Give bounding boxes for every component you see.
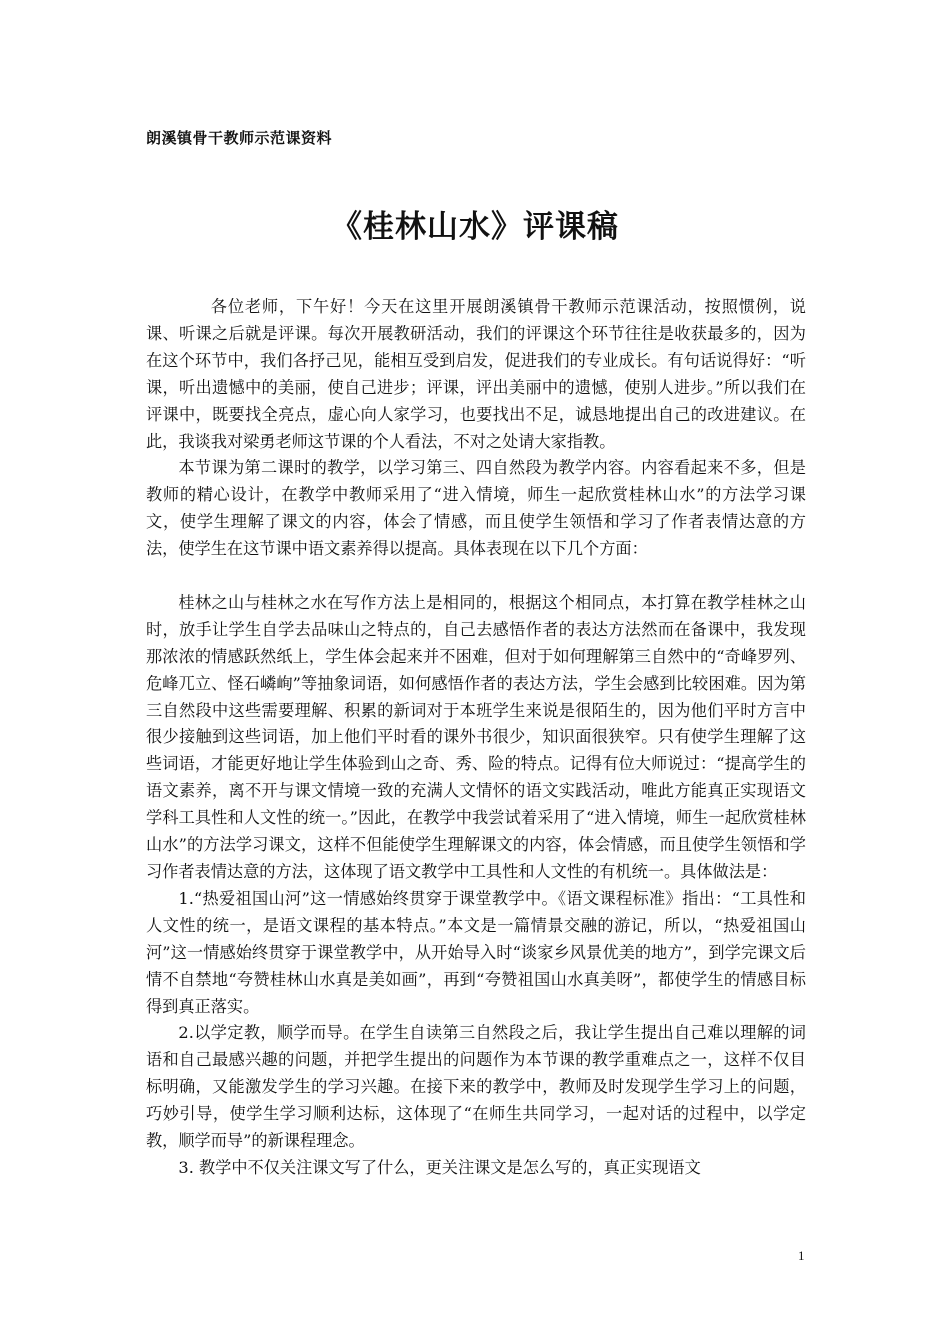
paragraph-greeting: 各位老师，下午好！今天在这里开展朗溪镇骨干教师示范课活动，按照惯例，说课、听课之后就是评课。每次开展教研活动，我们的评课这个环节往往是收获最多的，因为在这个环节中，我们各抒己见，能相互受到启发，促进我们的专业成长。有句话说得好：“听课，听出遗憾中的美丽，使自己进步；评课，评出美丽中的遗憾，使别人进步。”所以我们在评课中，既要找全亮点，虚心向人家学习，也要找出不足，诚恳地提出自己的改进建议。在此，我谈我对梁勇老师这节课的个人看法，不对之处请大家指教。 (146, 297, 806, 451)
header-note: 朗溪镇骨干教师示范课资料 (146, 129, 333, 147)
paragraph-gap (146, 563, 806, 590)
document-title: 《桂林山水》评课稿 (331, 209, 619, 245)
paragraph-analysis: 桂林之山与桂林之水在写作方法上是相同的，根据这个相同点，本打算在教学桂林之山时，放手让学生自学去品味山之特点的，自己去感悟作者的表达方法然而在备课中，我发现那浓浓的情感跃然纸上，学生体会起来并不困难，但对于如何理解第三自然中的“奇峰罗列、危峰兀立、怪石嶙峋”等抽象词语，如何感悟作者的表达方法，学生会感到比较困难。因为第三自然段中这些需要理解、积累的新词对于本班学生来说是很陌生的，因为他们平时方言中很少接触到这些词语，加上他们平时看的课外书很少，知识面很狭窄。只有使学生理解了这些词语，才能更好地让学生体验到山之奇、秀、险的特点。记得有位大师说过：“提高学生的语文素养，离不开与课文情境一致的充满人文情怀的语文实践活动，唯此方能真正实现语文学科工具性和人文性的统一。”因此，在教学中我尝试着采用了“进入情境，师生一起欣赏桂林山水”的方法学习课文，这样不但能使学生理解课文的内容，体会情感，而且使学生领悟和学习作者表情达意的方法，这体现了语文教学中工具性和人文性的有机统一。具体做法是： (146, 592, 806, 882)
paragraph-point-1: 1.“热爱祖国山河”这一情感始终贯穿于课堂教学中。《语文课程标准》指出：“工具性和人文性的统一，是语文课程的基本特点。”本文是一篇情景交融的游记，所以，“热爱祖国山河”这一情感始终贯穿于课堂教学中，从开始导入时“谈家乡风景优美的地方”，到学完课文后情不自禁地“夸赞桂林山水真是美如画”，再到“夸赞祖国山水真美呀”，都使学生的情感目标得到真正落实。 (146, 888, 806, 1016)
paragraph-point-2: 2.以学定教，顺学而导。在学生自读第三自然段之后，我让学生提出自己难以理解的词语和自己最感兴趣的问题，并把学生提出的问题作为本节课的教学重难点之一，这样不仅目标明确，又能激发学生的学习兴趣。在接下来的教学中，教师及时发现学生学习上的问题，巧妙引导，使学生学习顺利达标，这体现了“在师生共同学习，一起对话的过程中，以学定教，顺学而导”的新课程理念。 (146, 1023, 806, 1151)
page-number: 1 (798, 1248, 805, 1263)
document-body (146, 294, 806, 1182)
paragraph-point-3: 3. 教学中不仅关注课文写了什么，更关注课文是怎么写的，真正实现语文 (178, 1157, 701, 1177)
paragraph-overview: 本节课为第二课时的教学，以学习第三、四自然段为教学内容。内容看起来不多，但是教师的精心设计，在教学中教师采用了“进入情境，师生一起欣赏桂林山水”的方法学习课文，使学生理解了课文的内容，体会了情感，而且使学生领悟和学习了作者表情达意的方法，使学生在这节课中语文素养得以提高。具体表现在以下几个方面： (146, 458, 806, 559)
